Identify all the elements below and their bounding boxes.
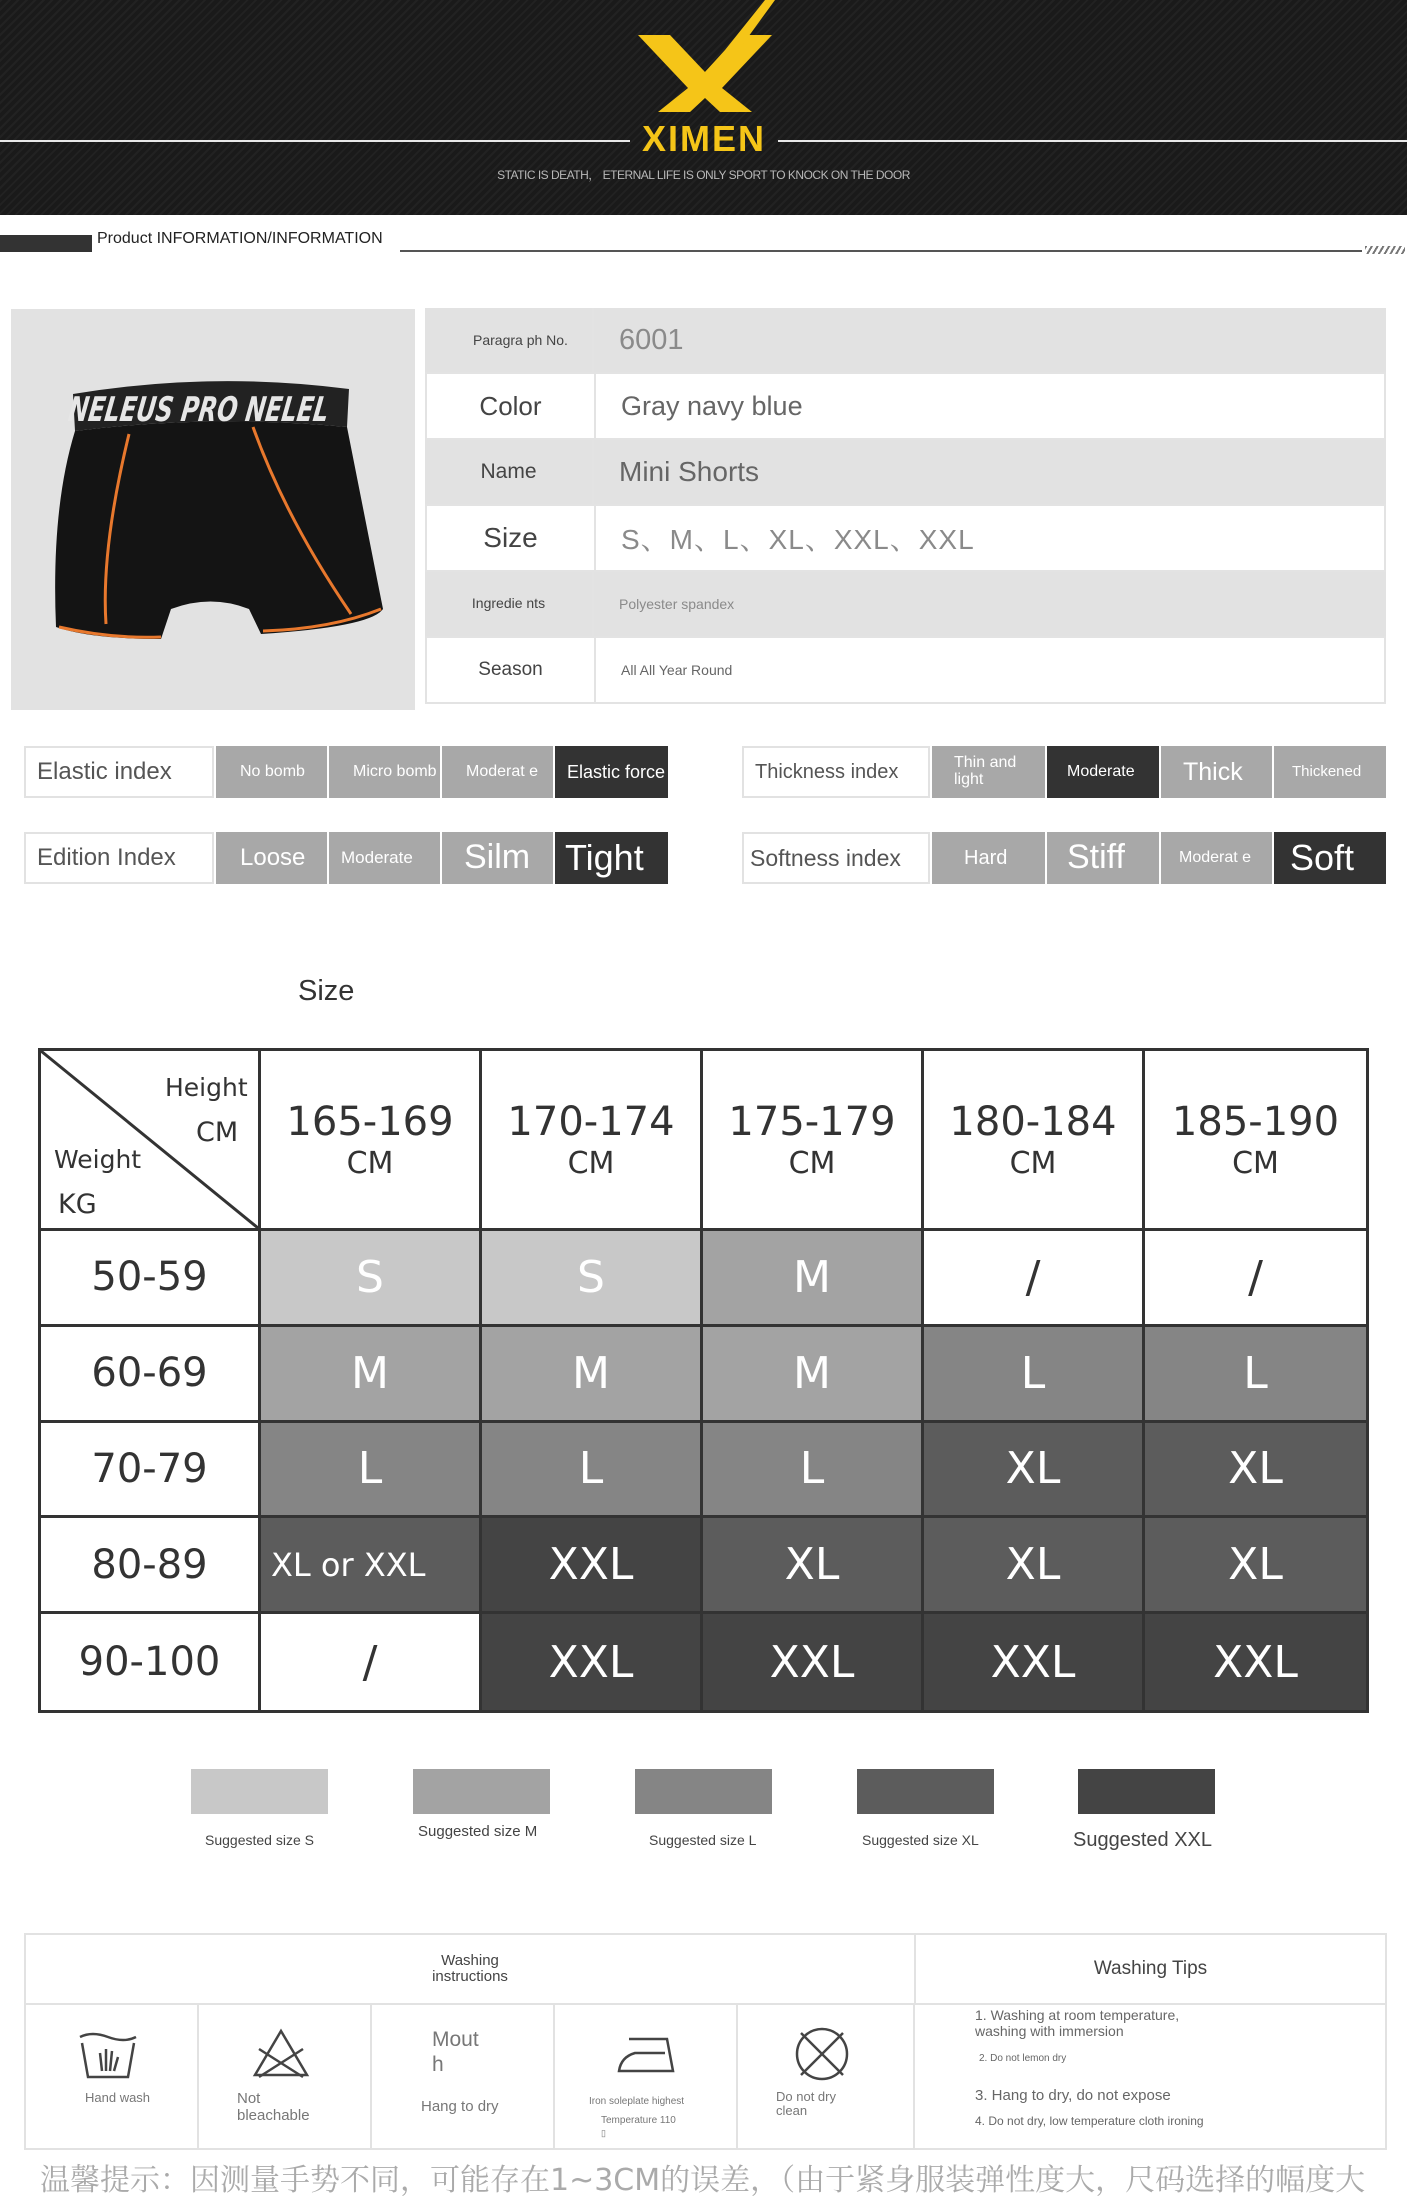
info-value: Polyester spandex xyxy=(619,596,735,612)
size-cell: XXL xyxy=(703,1614,924,1710)
wash-label: Not bleachable xyxy=(237,2090,310,2124)
product-image xyxy=(11,309,443,710)
legend-label: Suggested size M xyxy=(418,1823,538,1840)
info-row-size xyxy=(425,506,1386,572)
corner-height-label: Height xyxy=(165,1073,248,1102)
wash-label-unit: ▯ xyxy=(601,2128,606,2138)
thickness-option: Thickened xyxy=(1272,746,1386,798)
softness-index-label: Softness index xyxy=(742,832,930,884)
size-cell: S xyxy=(482,1231,703,1327)
corner-weight-unit: KG xyxy=(58,1189,97,1220)
height-unit: CM xyxy=(1232,1145,1279,1181)
washing-body xyxy=(26,2005,1385,2148)
washing-tips-title: Washing Tips xyxy=(1093,1958,1208,1979)
hang-dry-icon: Mout h xyxy=(432,2028,479,2077)
brand-header xyxy=(0,0,1407,215)
height-header xyxy=(924,1051,1145,1231)
size-cell: XXL xyxy=(482,1518,703,1614)
info-value: Mini Shorts xyxy=(619,456,760,487)
info-label: Paragra ph No. xyxy=(425,308,594,372)
softness-option: Moderat e xyxy=(1159,832,1272,884)
thickness-option: Thin and light xyxy=(930,746,1045,798)
elastic-index-label: Elastic index xyxy=(24,746,214,798)
size-cell: / xyxy=(924,1231,1145,1327)
wash-label: Do not dry clean xyxy=(776,2089,836,2119)
weight-cell: 70-79 xyxy=(41,1423,261,1519)
height-range: 165-169 xyxy=(286,1098,454,1145)
size-cell: XL or XXL xyxy=(261,1518,482,1614)
height-unit: CM xyxy=(788,1145,836,1181)
size-cell: XXL xyxy=(924,1614,1145,1710)
brand-name: XIMEN xyxy=(641,118,766,159)
height-unit: CM xyxy=(567,1145,615,1181)
wash-item-hang-dry xyxy=(372,2005,555,2148)
size-chart-table xyxy=(38,1048,1369,1713)
legend-label: Suggested XXL xyxy=(1073,1829,1212,1851)
wash-item-no-bleach xyxy=(199,2005,372,2148)
product-shorts-image xyxy=(11,309,443,710)
size-cell: L xyxy=(924,1327,1145,1423)
elastic-option-selected: Elastic force xyxy=(553,746,668,798)
weight-cell: 50-59 xyxy=(41,1231,261,1327)
size-cell: M xyxy=(261,1327,482,1423)
washing-tip: 1. Washing at room temperature, washing with immersion xyxy=(975,2007,1180,2040)
washing-tips xyxy=(915,2005,1385,2148)
size-cell: L xyxy=(703,1423,924,1519)
hand-wash-icon xyxy=(76,2027,140,2081)
edition-option: Moderate xyxy=(327,832,440,884)
section-rule-dashes xyxy=(1365,246,1405,254)
washing-header xyxy=(26,1935,1385,2005)
section-rule xyxy=(400,250,1362,252)
size-cell: M xyxy=(703,1231,924,1327)
thickness-index xyxy=(742,746,1386,798)
wash-label: Hang to dry xyxy=(421,2098,499,2115)
size-cell: XXL xyxy=(1145,1614,1366,1710)
wash-item-hand-wash xyxy=(26,2005,199,2148)
edition-index-label: Edition Index xyxy=(24,832,214,884)
product-info-table xyxy=(425,308,1386,704)
size-cell: XL xyxy=(703,1518,924,1614)
height-header xyxy=(482,1051,703,1231)
no-bleach-icon xyxy=(251,2027,311,2079)
legend-swatch xyxy=(1078,1769,1215,1814)
wash-item-iron xyxy=(555,2005,738,2148)
thickness-index-label: Thickness index xyxy=(742,746,930,798)
weight-cell: 90-100 xyxy=(41,1614,261,1710)
thickness-option-selected: Moderate xyxy=(1045,746,1159,798)
elastic-option: Micro bomb xyxy=(327,746,440,798)
softness-index xyxy=(742,832,1386,884)
info-label: Name xyxy=(425,440,594,504)
washing-tip: 4. Do not dry, low temperature cloth ironing xyxy=(975,2114,1204,2128)
info-row-name xyxy=(425,440,1386,506)
elastic-index xyxy=(24,746,668,798)
info-row-paragraph xyxy=(425,308,1386,374)
size-cell: L xyxy=(482,1423,703,1519)
washing-section xyxy=(24,1933,1387,2150)
softness-option-selected: Soft xyxy=(1272,832,1386,884)
info-value: S、M、L、XL、XXL、XXL xyxy=(621,524,975,555)
wash-label: Iron soleplate highest xyxy=(589,2096,685,2107)
softness-option: Stiff xyxy=(1045,832,1159,884)
wash-item-no-dry-clean xyxy=(738,2005,915,2148)
size-cell: XL xyxy=(1145,1518,1366,1614)
height-unit: CM xyxy=(1009,1145,1057,1181)
size-chart-title: Size xyxy=(298,975,355,1007)
info-label: Color xyxy=(427,374,596,438)
edition-index xyxy=(24,832,668,884)
brand-slogan: STATIC IS DEATH， ETERNAL LIFE IS ONLY SPORT TO KNOCK ON THE DOOR xyxy=(497,168,910,182)
info-label: Size xyxy=(427,506,596,570)
legend-label: Suggested size S xyxy=(205,1832,314,1848)
washing-tip: 3. Hang to dry, do not expose xyxy=(975,2087,1171,2104)
no-dry-clean-icon xyxy=(793,2025,851,2083)
wash-label: Hand wash xyxy=(85,2090,151,2105)
edition-option-selected: Tight xyxy=(553,832,668,884)
size-cell: / xyxy=(261,1614,482,1710)
header-line-right xyxy=(778,140,1407,142)
header-line-left xyxy=(0,140,630,142)
height-range: 185-190 xyxy=(1171,1098,1340,1145)
size-cell: L xyxy=(261,1423,482,1519)
washing-instructions-title: Washing instructions xyxy=(26,1935,916,2003)
elastic-option: No bomb xyxy=(214,746,327,798)
weight-cell: 60-69 xyxy=(41,1327,261,1423)
section-title-bar xyxy=(0,235,92,252)
corner-height-unit: CM xyxy=(196,1117,239,1148)
corner-weight-label: Weight xyxy=(54,1145,142,1174)
size-chart-corner xyxy=(41,1051,261,1231)
height-header xyxy=(261,1051,482,1231)
size-cell: M xyxy=(703,1327,924,1423)
height-header xyxy=(1145,1051,1366,1231)
info-value: 6001 xyxy=(619,323,684,356)
section-title: Product INFORMATION/INFORMATION xyxy=(97,230,383,247)
legend-swatch xyxy=(857,1769,994,1814)
legend-label: Suggested size L xyxy=(649,1832,757,1848)
height-unit: CM xyxy=(346,1145,394,1181)
product-waistband-text: NELEUS PRO NELEL xyxy=(66,390,443,430)
size-cell: XL xyxy=(924,1518,1145,1614)
softness-option: Hard xyxy=(930,832,1045,884)
size-cell: S xyxy=(261,1231,482,1327)
height-header xyxy=(703,1051,924,1231)
legend-swatch xyxy=(191,1769,328,1814)
wash-label-temperature: Temperature 110 xyxy=(601,2115,676,2126)
iron-icon xyxy=(615,2035,679,2075)
size-cell: / xyxy=(1145,1231,1366,1327)
washing-tip: 2. Do not lemon dry xyxy=(979,2053,1067,2064)
size-cell: XL xyxy=(924,1423,1145,1519)
info-value: Gray navy blue xyxy=(621,390,803,421)
size-notice: 温馨提示：因测量手势不同，可能存在1~3CM的误差，（由于紧身服装弹性度大，尺码选择的幅度大 xyxy=(40,2163,1366,2198)
size-cell: XXL xyxy=(482,1614,703,1710)
height-range: 180-184 xyxy=(949,1098,1117,1145)
ximen-logo-icon xyxy=(630,0,780,112)
size-cell: XL xyxy=(1145,1423,1366,1519)
info-row-season xyxy=(425,638,1386,704)
size-cell: M xyxy=(482,1327,703,1423)
legend-swatch xyxy=(413,1769,550,1814)
legend-swatch xyxy=(635,1769,772,1814)
info-value: All All Year Round xyxy=(621,662,733,678)
info-row-ingredients xyxy=(425,572,1386,638)
edition-option: Loose xyxy=(214,832,327,884)
info-label: Ingredie nts xyxy=(425,572,594,636)
legend-label: Suggested size XL xyxy=(862,1832,979,1848)
size-cell: L xyxy=(1145,1327,1366,1423)
height-range: 175-179 xyxy=(728,1098,896,1145)
edition-option: Silm xyxy=(440,832,553,884)
weight-cell: 80-89 xyxy=(41,1518,261,1614)
info-label: Season xyxy=(427,638,596,702)
thickness-option: Thick xyxy=(1159,746,1272,798)
height-range: 170-174 xyxy=(507,1098,675,1145)
info-row-color xyxy=(425,374,1386,440)
elastic-option: Moderat e xyxy=(440,746,553,798)
